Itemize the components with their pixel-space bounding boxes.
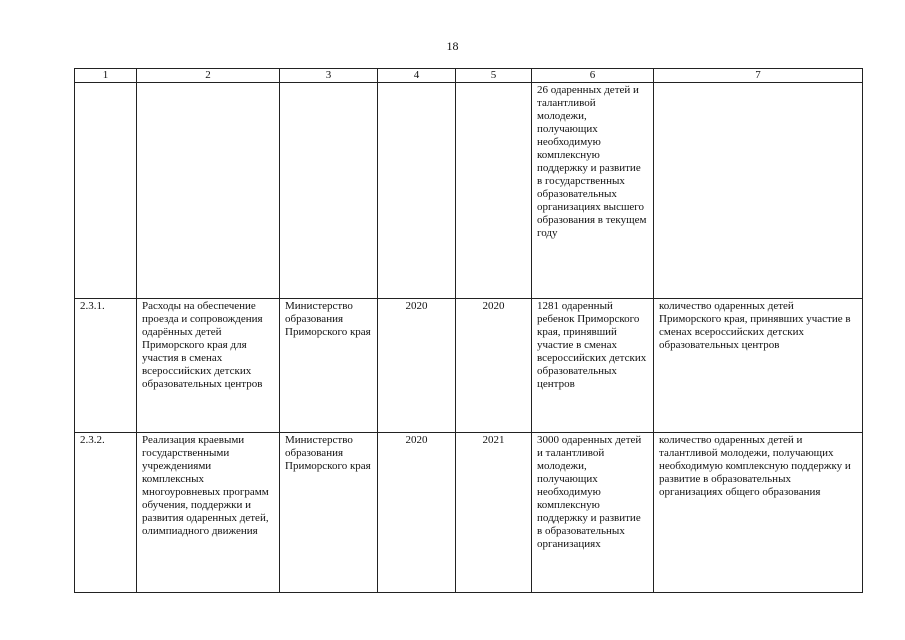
col-header-5: 5	[456, 69, 532, 83]
col-header-3: 3	[280, 69, 378, 83]
table-row	[75, 433, 863, 593]
cell-num: 2.3.2.	[75, 433, 137, 593]
cell-indicator: количество одаренных детей и талантливой молодежи, получающих необходимую комплексную поддержку и развитие в образовательных организациях общего образования	[654, 433, 863, 593]
page-number: 18	[446, 39, 459, 53]
cell-executor	[280, 83, 378, 299]
cell-executor: Министерство образования Приморского края	[280, 299, 378, 433]
cell-start-year	[378, 83, 456, 299]
cell-indicator	[654, 83, 863, 299]
header-row	[75, 69, 863, 83]
cell-name	[137, 83, 280, 299]
col-header-7: 7	[654, 69, 863, 83]
cell-name: Реализация краевыми государственными учреждениями комплексных многоуровневых программ обучения, поддержки и развития одаренных детей, олимпиадного движения	[137, 433, 280, 593]
col-header-1: 1	[75, 69, 137, 83]
col-header-6: 6	[532, 69, 654, 83]
cell-executor: Министерство образования Приморского края	[280, 433, 378, 593]
cell-result: 3000 одаренных детей и талантливой молодежи, получающих необходимую комплексную поддержку и развитие в образовательных организациях	[532, 433, 654, 593]
cell-num: 2.3.1.	[75, 299, 137, 433]
col-header-2: 2	[137, 69, 280, 83]
cell-num	[75, 83, 137, 299]
cell-name: Расходы на обеспечение проезда и сопровождения одарённых детей Приморского края для участия в сменах всероссийских детских образовательных центров	[137, 299, 280, 433]
cell-result: 26 одаренных детей и талантливой молодежи, получающих необходимую комплексную поддержку и развитие в государственных образовательных организациях высшего образования в текущем году	[532, 83, 654, 299]
cell-start-year: 2020	[378, 433, 456, 593]
cell-end-year: 2020	[456, 299, 532, 433]
program-table	[74, 68, 863, 593]
table-row	[75, 83, 863, 299]
col-header-4: 4	[378, 69, 456, 83]
cell-result: 1281 одаренный ребенок Приморского края, принявший участие в сменах всероссийских детских образовательных центров	[532, 299, 654, 433]
table-row	[75, 299, 863, 433]
cell-indicator: количество одаренных детей Приморского края, принявших участие в сменах всероссийских детских образовательных центров	[654, 299, 863, 433]
cell-start-year: 2020	[378, 299, 456, 433]
cell-end-year: 2021	[456, 433, 532, 593]
cell-end-year	[456, 83, 532, 299]
